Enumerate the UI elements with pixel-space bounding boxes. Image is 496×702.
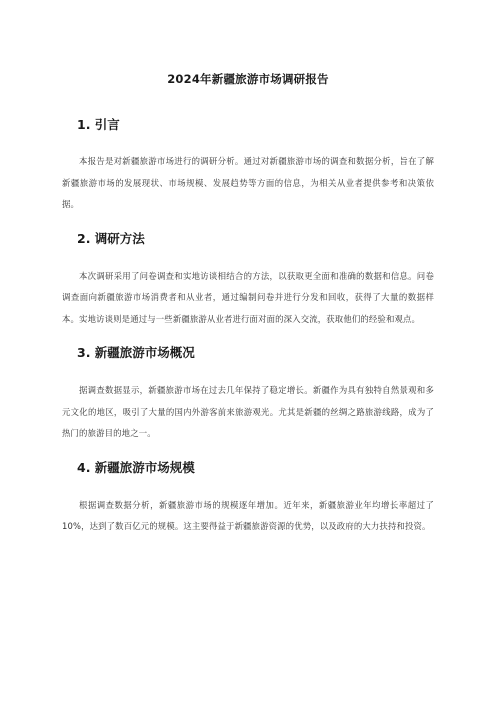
section-heading-research-method: 2. 调研方法 — [77, 230, 145, 246]
section-body-research-method: 本次调研采用了问卷调查和实地访谈相结合的方法，以获取更全面和准确的数据和信息。问卷调查面向新疆旅游市场消费者和从业者，通过编制问卷并进行分发和回收，获得了大量的数据样本。实地访谈则是通过与一些新疆旅游从业者进行面对面的深入交流，获取他们的经验和观点。 — [62, 270, 434, 324]
section-heading-market-overview: 3. 新疆旅游市场概况 — [77, 345, 195, 360]
section-body-market-overview: 据调查数据显示，新疆旅游市场在过去几年保持了稳定增长。新疆作为具有独特自然景观和多元文化的地区，吸引了大量的国内外游客前来旅游观光。尤其是新疆的丝绸之路旅游线路，成为了热门的旅游目的地之一。 — [62, 385, 434, 438]
document-title: 2024年新疆旅游市场调研报告 — [167, 72, 329, 86]
section-heading-introduction: 1. 引言 — [77, 117, 120, 132]
section-body-market-size: 根据调查数据分析，新疆旅游市场的规模逐年增加。近年来，新疆旅游业年均增长率超过了10%，达到了数百亿元的规模。这主要得益于新疆旅游资源的优势，以及政府的大力扶持和投资。 — [62, 499, 434, 531]
section-body-introduction: 本报告是对新疆旅游市场进行的调研分析。通过对新疆旅游市场的调查和数据分析，旨在了解新疆旅游市场的发展现状、市场规模、发展趋势等方面的信息，为相关从业者提供参考和决策依据。 — [62, 156, 434, 209]
section-heading-market-size: 4. 新疆旅游市场规模 — [77, 459, 195, 475]
